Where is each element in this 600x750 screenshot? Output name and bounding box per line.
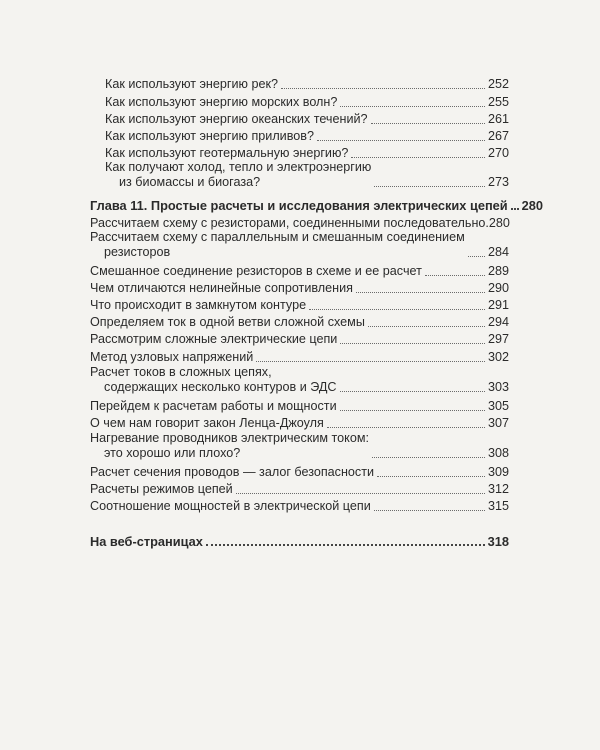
- toc-entry-title-line1: Нагревание проводников электрическим током:: [90, 431, 369, 445]
- toc-entry-page: 252: [487, 77, 509, 91]
- toc-entry-page: 255: [487, 95, 509, 109]
- toc-entry-title-line2: резисторов: [104, 245, 171, 259]
- dot-leader: [340, 342, 485, 344]
- toc-entry-title: Метод узловых напряжений: [90, 350, 254, 364]
- dot-leader: [340, 390, 485, 392]
- dot-leader: [340, 409, 485, 411]
- toc-entry-title-line2: это хорошо или плохо?: [104, 446, 241, 460]
- toc-entry[interactable]: [90, 332, 509, 347]
- toc-entry-page: 284: [487, 245, 509, 259]
- toc-entry[interactable]: [90, 216, 509, 231]
- dot-leader: [281, 87, 485, 89]
- dot-leader: [236, 492, 485, 494]
- dot-leader: [372, 456, 485, 458]
- toc-entry-title: Как используют энергию морских волн?: [105, 95, 338, 109]
- toc-entry-title-line1: Рассчитаем схему с параллельным и смешанным соединением: [90, 230, 465, 244]
- toc-entry-page: 261: [487, 112, 509, 126]
- toc-entry-title: Чем отличаются нелинейные сопротивления: [90, 281, 353, 295]
- toc-entry[interactable]: [105, 112, 509, 127]
- toc-entry[interactable]: [90, 482, 509, 497]
- dot-leader: [368, 325, 485, 327]
- dot-leader: [327, 426, 485, 428]
- toc-entry[interactable]: [90, 350, 509, 365]
- toc-entry[interactable]: [90, 298, 509, 313]
- toc-entry-page: 303: [487, 380, 509, 394]
- toc-entry-title: Что происходит в замкнутом контуре: [90, 298, 307, 312]
- toc-entry-title-line2: из биомассы и биогаза?: [119, 175, 261, 189]
- toc-chapter-page: 280: [521, 198, 544, 213]
- toc-entry-page: 297: [487, 332, 509, 346]
- toc-entry-page: 309: [487, 465, 509, 479]
- toc-entry[interactable]: [90, 465, 509, 480]
- toc-entry-title: Соотношение мощностей в электрической цепи: [90, 499, 371, 513]
- toc-entry[interactable]: [90, 416, 509, 431]
- toc-entry-title: Перейдем к расчетам работы и мощности: [90, 399, 337, 413]
- toc-entry-title: Расчет сечения проводов — залог безопасности: [90, 465, 375, 479]
- toc-entry[interactable]: [90, 431, 509, 461]
- dot-leader: [371, 122, 485, 124]
- toc-entry[interactable]: [105, 160, 509, 190]
- dot-leader: [425, 274, 485, 276]
- toc-entry-page: 312: [487, 482, 509, 496]
- dot-leader: [351, 156, 485, 158]
- toc-entry-title: Расчеты режимов цепей: [90, 482, 233, 496]
- dot-leader: [317, 139, 485, 141]
- toc-entry-title: [90, 365, 337, 395]
- toc-entry-title: Рассмотрим сложные электрические цепи: [90, 332, 338, 346]
- toc-entry[interactable]: [105, 146, 509, 161]
- toc-entry[interactable]: [90, 399, 509, 414]
- dot-leader: [206, 543, 485, 546]
- toc-entry[interactable]: [105, 95, 509, 110]
- dot-leader: [340, 105, 485, 107]
- toc-entry-page: 307: [487, 416, 509, 430]
- toc-entry-page: 280: [488, 216, 510, 230]
- toc-entry-title: [90, 431, 369, 461]
- toc-entry-page: 291: [487, 298, 509, 312]
- toc-entry-page: 308: [487, 446, 509, 460]
- toc-entry[interactable]: [90, 315, 509, 330]
- toc-entry[interactable]: [90, 264, 509, 279]
- toc-entry[interactable]: [90, 499, 509, 514]
- dot-leader: [511, 207, 519, 210]
- toc-entry-title: [90, 230, 465, 260]
- toc-web-page: 318: [487, 534, 509, 549]
- toc-web-title: На веб-страницах: [90, 534, 203, 549]
- toc-entry-page: 315: [487, 499, 509, 513]
- toc-chapter-title: Глава 11. Простые расчеты и исследования электрических цепей: [90, 198, 508, 213]
- toc-entry-page: 294: [487, 315, 509, 329]
- dot-leader: [377, 475, 485, 477]
- dot-leader: [374, 185, 485, 187]
- dot-leader: [468, 255, 485, 257]
- toc-entry-title: Как используют энергию рек?: [105, 77, 278, 91]
- toc-entry-page: 302: [487, 350, 509, 364]
- toc-entry-page: 273: [487, 175, 509, 189]
- toc-entry-title-line2: содержащих несколько контуров и ЭДС: [104, 380, 337, 394]
- toc-entry-title: Как используют геотермальную энергию?: [105, 146, 349, 160]
- toc-entry-title: О чем нам говорит закон Ленца-Джоуля: [90, 416, 324, 430]
- toc-chapter-11[interactable]: [90, 198, 544, 213]
- toc-entry-page: 270: [487, 146, 509, 160]
- dot-leader: [374, 509, 485, 511]
- toc-entry-title: [105, 160, 371, 190]
- toc-entry-title: Как используют энергию приливов?: [105, 129, 314, 143]
- toc-entry-title: Определяем ток в одной ветви сложной схемы: [90, 315, 365, 329]
- toc-web-pages[interactable]: [90, 534, 509, 549]
- toc-entry-title: Как используют энергию океанских течений?: [105, 112, 368, 126]
- dot-leader: [356, 291, 485, 293]
- toc-entry-title-line1: Как получают холод, тепло и электроэнергию: [105, 160, 372, 174]
- toc-entry-title-line1: Расчет токов в сложных цепях,: [90, 365, 272, 379]
- toc-entry[interactable]: [90, 230, 509, 260]
- toc-entry[interactable]: [105, 77, 509, 92]
- toc-entry[interactable]: [90, 281, 509, 296]
- dot-leader: [309, 308, 485, 310]
- toc-entry[interactable]: [105, 129, 509, 144]
- toc-entry-page: 290: [487, 281, 509, 295]
- toc-entry-title: Рассчитаем схему с резисторами, соединенными последовательно.: [90, 216, 489, 230]
- toc-entry-page: 267: [487, 129, 509, 143]
- toc-entry[interactable]: [90, 365, 509, 395]
- toc-entry-page: 305: [487, 399, 509, 413]
- toc-entry-title: Смешанное соединение резисторов в схеме и ее расчет: [90, 264, 422, 278]
- dot-leader: [256, 360, 485, 362]
- toc-entry-page: 289: [487, 264, 509, 278]
